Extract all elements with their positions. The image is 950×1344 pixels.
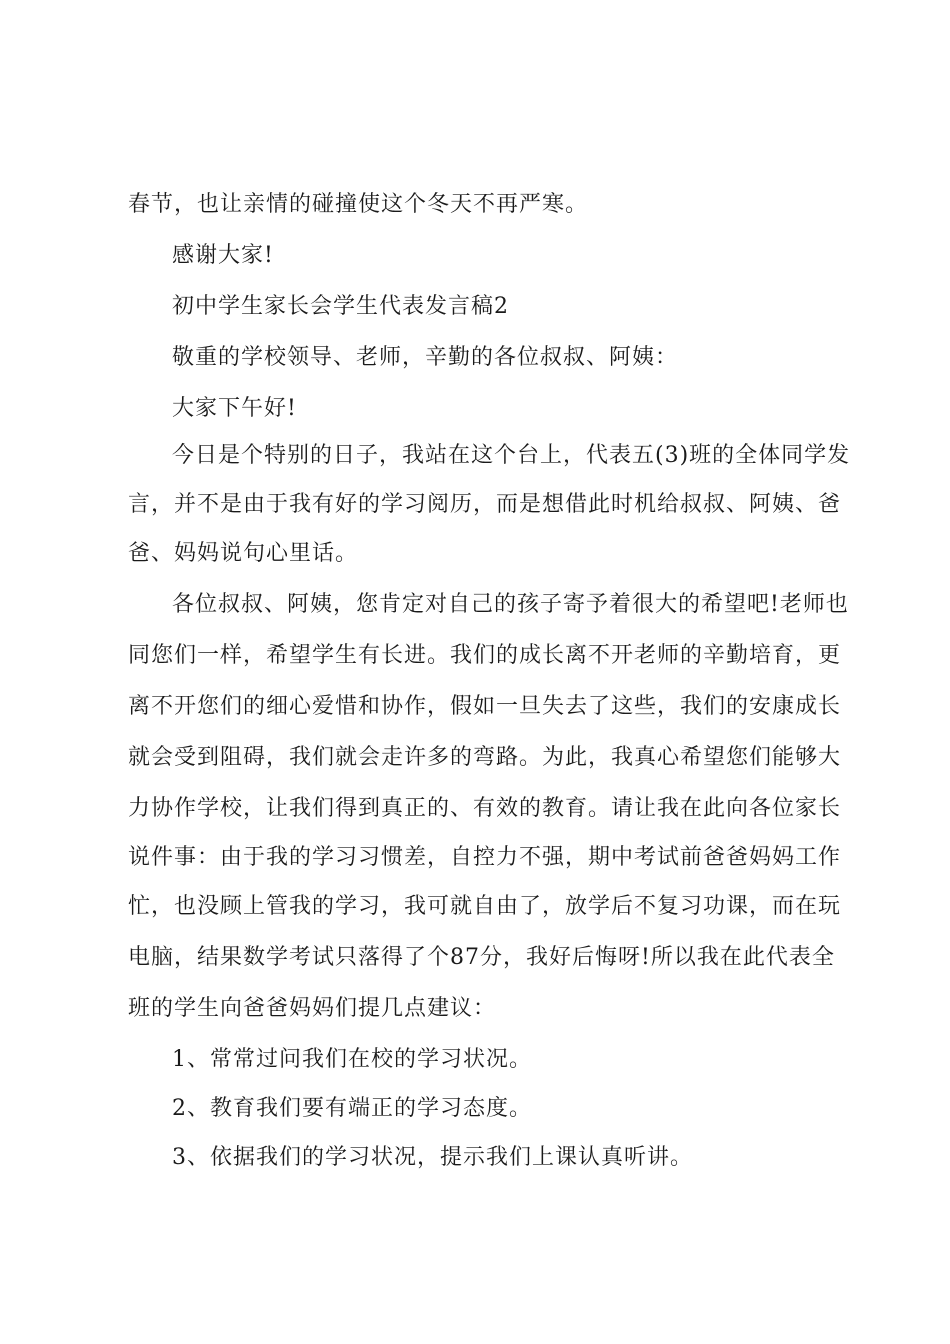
paragraph-line: 同您们一样，希望学生有长进。我们的成长离不开老师的辛勤培育，更 [128,643,842,668]
paragraph-line: 离不开您们的细心爱惜和协作，假如一旦失去了这些，我们的安康成长 [128,694,842,719]
paragraph-line: 感谢大家! [172,243,274,268]
paragraph-line: 忙，也没顾上管我的学习，我可就自由了，放学后不复习功课，而在玩 [128,894,842,919]
list-item: 2、教育我们要有端正的学习态度。 [172,1096,532,1121]
paragraph-line: 班的学生向爸爸妈妈们提几点建议： [128,996,497,1021]
paragraph-line: 说件事：由于我的学习习惯差，自控力不强，期中考试前爸爸妈妈工作 [128,845,842,870]
document-page [128,0,851,1344]
list-item: 3、依据我们的学习状况，提示我们上课认真听讲。 [172,1145,693,1170]
paragraph-line: 各位叔叔、阿姨，您肯定对自己的孩子寄予着很大的希望吧!老师也 [172,592,849,617]
greeting: 大家下午好! [172,396,297,421]
paragraph-line: 今日是个特别的日子，我站在这个台上，代表五(3)班的全体同学发 [172,443,851,468]
section-heading: 初中学生家长会学生代表发言稿2 [172,294,509,319]
paragraph-line: 春节，也让亲情的碰撞使这个冬天不再严寒。 [128,192,589,217]
paragraph-line: 言，并不是由于我有好的学习阅历，而是想借此时机给叔叔、阿姨、爸 [128,492,842,517]
paragraph-line: 力协作学校，让我们得到真正的、有效的教育。请让我在此向各位家长 [128,796,842,821]
paragraph-line: 电脑，结果数学考试只落得了个87分，我好后悔呀!所以我在此代表全 [128,945,835,970]
salutation: 敬重的学校领导、老师，辛勤的各位叔叔、阿姨： [172,345,679,370]
paragraph-line: 爸、妈妈说句心里话。 [128,541,359,566]
paragraph-line: 就会受到阻碍，我们就会走许多的弯路。为此，我真心希望您们能够大 [128,745,842,770]
list-item: 1、常常过问我们在校的学习状况。 [172,1047,532,1072]
